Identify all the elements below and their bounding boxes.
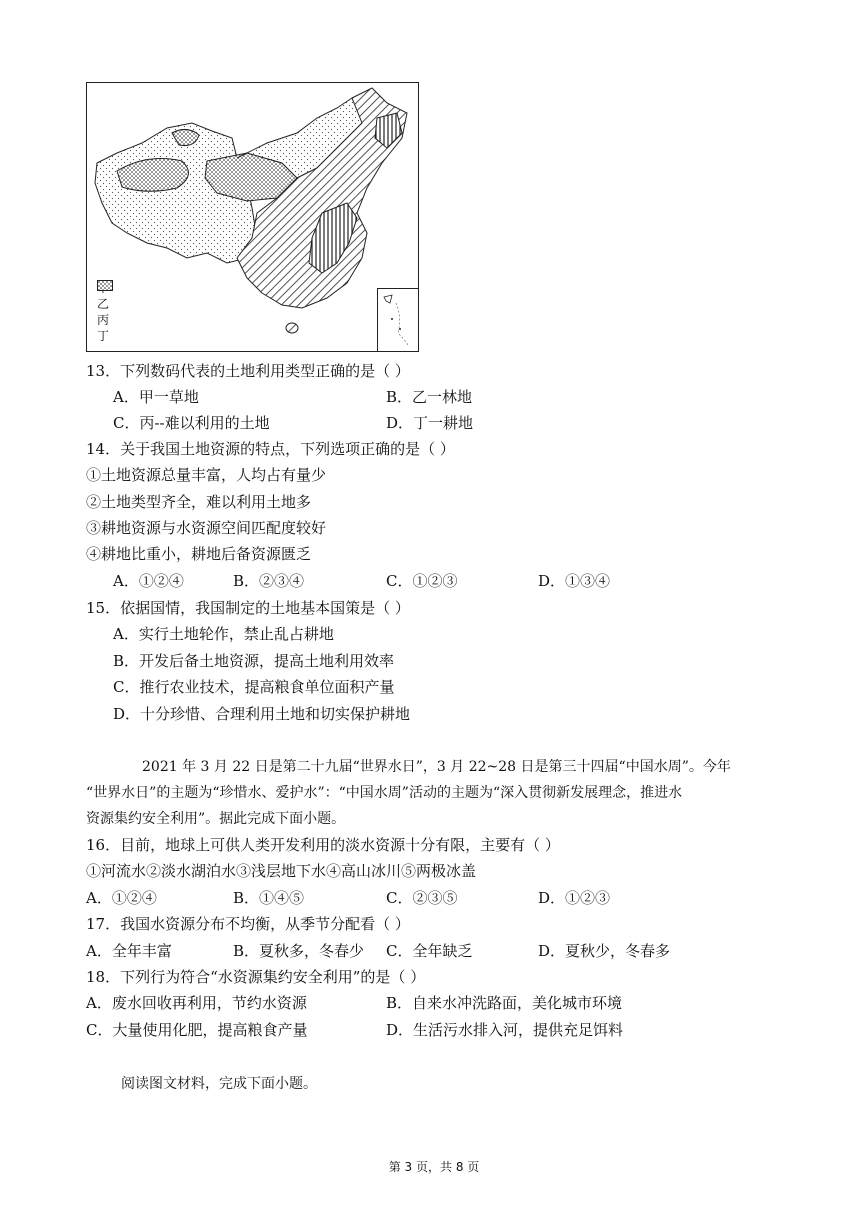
q14-statement-4: ④耕地比重小，耕地后备资源匮乏: [86, 545, 312, 563]
inset-drawing: [378, 289, 418, 351]
passage-line-1: 2021 年 3 月 22 日是第二十九届“世界水日”，3 月 22~28 日是第三十四届“中国水周”。今年: [142, 759, 731, 775]
south-china-sea-inset: [377, 288, 418, 351]
q17-option-b: B．夏秋多，冬春少: [233, 942, 365, 960]
q17-stem: 17．我国水资源分布不均衡，从季节分配看（ ）: [86, 915, 410, 933]
q14-option-d: D．①③④: [538, 572, 611, 590]
legend-label-bing: 丙: [97, 313, 110, 327]
q17-option-c: C．全年缺乏: [386, 942, 473, 960]
q18-option-b: B．自来水冲洗路面，美化城市环境: [386, 994, 623, 1012]
passage-line-3: 资源集约安全利用”。据此完成下面小题。: [86, 811, 346, 827]
q18-option-a: A．废水回收再利用，节约水资源: [86, 994, 307, 1012]
q16-stem: 16．目前，地球上可供人类开发利用的淡水资源十分有限，主要有（ ）: [86, 836, 560, 854]
q15-option-d: D．十分珍惜、合理利用土地和切实保护耕地: [113, 705, 411, 723]
map-drawing: [87, 83, 420, 353]
q13-option-a: A．甲一草地: [113, 388, 199, 406]
q15-stem: 15．依据国情，我国制定的土地基本国策是（ ）: [86, 599, 410, 617]
q14-option-c: C．①②③: [386, 572, 458, 590]
q17-option-a: A．全年丰富: [86, 942, 172, 960]
q16-option-c: C．②③⑤: [386, 889, 458, 907]
q18-option-c: C．大量使用化肥，提高粮食产量: [86, 1021, 308, 1039]
legend-row-yi: [97, 296, 109, 312]
q14-statement-2: ②土地类型齐全，难以利用土地多: [86, 493, 312, 511]
q13-option-d: D．丁一耕地: [386, 414, 474, 432]
q16-option-b: B．①④⑤: [233, 889, 305, 907]
q16-statements: ①河流水②淡水湖泊水③浅层地下水④高山冰川⑤两极冰盖: [86, 862, 477, 880]
legend-swatch-ding: [97, 280, 113, 291]
map-legend: [97, 280, 109, 344]
q15-option-a: A．实行土地轮作，禁止乱占耕地: [113, 625, 334, 643]
q14-statement-3: ③耕地资源与水资源空间匹配度较好: [86, 519, 327, 537]
q13-stem: 13．下列数码代表的土地利用类型正确的是（ ）: [86, 362, 410, 380]
q14-option-a: A．①②④: [113, 572, 184, 590]
q17-option-d: D．夏秋少，冬春多: [538, 942, 671, 960]
q16-option-d: D．①②③: [538, 889, 611, 907]
china-land-use-map: [86, 82, 419, 352]
legend-row-ding: [97, 328, 109, 344]
q13-option-c: C．丙--难以利用的土地: [113, 414, 270, 432]
legend-row-bing: [97, 312, 109, 328]
q13-option-b: B．乙一林地: [386, 388, 473, 406]
hainan-island: [286, 323, 298, 333]
reading-instruction: 阅读图文材料，完成下面小题。: [121, 1076, 317, 1092]
passage-line-2: “世界水日”的主题为“珍惜水、爱护水”：“中国水周”活动的主题为“深入贯彻新发展理念，推进水: [86, 785, 683, 801]
legend-label-yi: 乙: [97, 297, 110, 311]
q14-stem: 14．关于我国土地资源的特点，下列选项正确的是（ ）: [86, 440, 455, 458]
q15-option-c: C．推行农业技术，提高粮食单位面积产量: [113, 678, 395, 696]
q16-option-a: A．①②④: [86, 889, 157, 907]
page-footer: 第 3 页，共 8 页: [388, 1160, 480, 1174]
legend-label-ding: 丁: [97, 329, 110, 343]
q15-option-b: B．开发后备土地资源，提高土地利用效率: [113, 652, 395, 670]
q14-statement-1: ①土地资源总量丰富，人均占有量少: [86, 466, 327, 484]
q14-option-b: B．②③④: [233, 572, 305, 590]
q18-stem: 18．下列行为符合“水资源集约安全利用”的是（ ）: [86, 968, 426, 986]
q18-option-d: D．生活污水排入河，提供充足饵料: [386, 1021, 624, 1039]
